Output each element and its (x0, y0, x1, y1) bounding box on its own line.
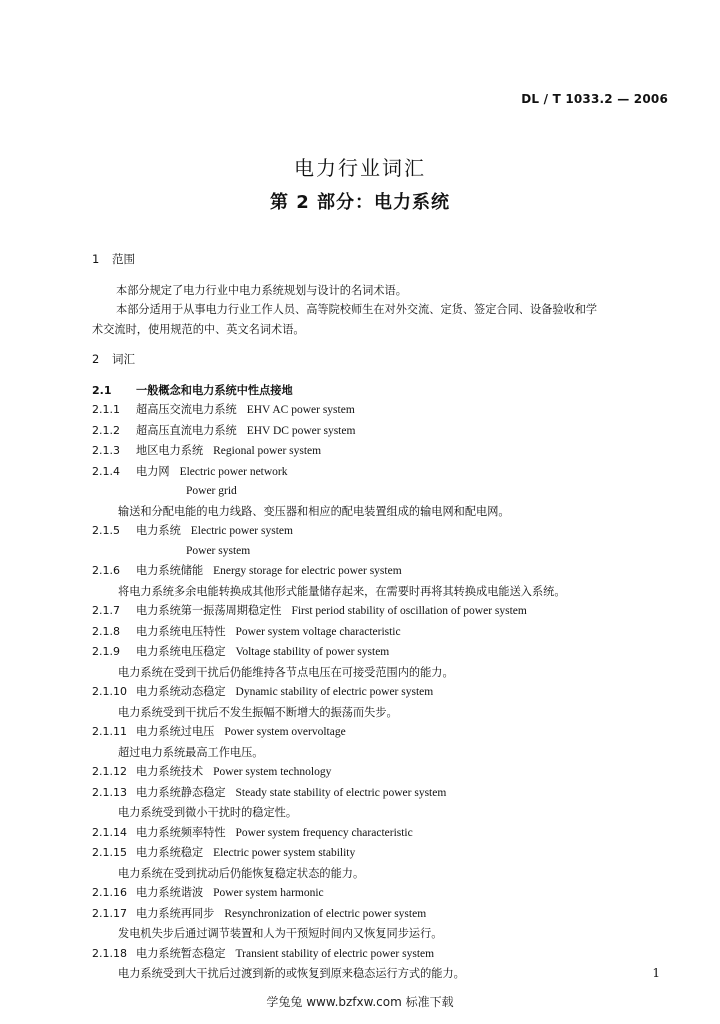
term-entry (92, 642, 682, 663)
term-chinese: 电力系统稳定 (136, 846, 204, 859)
term-chinese: 电力系统再同步 (136, 906, 215, 920)
term-chinese: 电力系统储能 (136, 564, 204, 577)
term-number: 2.1.9 (92, 645, 120, 658)
term-chinese: 电力系统过电压 (136, 725, 215, 738)
subsection-number: 2.1 (92, 383, 112, 397)
term-english: Power system harmonic (213, 887, 324, 899)
term-entry (92, 823, 682, 844)
term-number: 2.1.7 (92, 604, 120, 617)
document-subtitle: 第 2 部分：电力系统 (269, 192, 451, 213)
term-chinese: 电力系统技术 (136, 765, 204, 778)
term-chinese: 电力系统频率特性 (136, 825, 226, 839)
standard-code: DL / T 1033.2 — 2006 (521, 92, 668, 106)
term-chinese: 超高压直流电力系统 (136, 423, 237, 437)
footer-watermark-text: 学兔兔 www.bzfxw.com 标准下载 (266, 995, 454, 1009)
term-definition: 将电力系统多余电能转换成其他形式能量储存起来，在需要时再将其转换成电能送入系统。 (118, 584, 566, 598)
term-entry (92, 441, 682, 462)
term-entry (92, 783, 682, 804)
scope-paragraph-1: 本部分规定了电力行业中电力系统规划与设计的名词术语。 (116, 283, 407, 297)
term-definition: 电力系统受到干扰后不发生振幅不断增大的振荡而失步。 (118, 705, 398, 719)
term-number: 2.1.14 (92, 825, 127, 839)
term-number: 2.1.17 (92, 906, 127, 920)
term-entry (92, 843, 682, 864)
term-chinese: 电力系统暂态稳定 (136, 946, 226, 960)
term-number: 2.1.16 (92, 886, 127, 899)
term-number: 2.1.12 (92, 765, 127, 778)
term-chinese: 电力系统电压特性 (136, 624, 226, 638)
term-number: 2.1.13 (92, 785, 127, 799)
subsection-title: 一般概念和电力系统中性点接地 (136, 382, 293, 397)
term-english: Electric power system stability (213, 847, 356, 859)
term-entry (92, 561, 682, 582)
term-entry (92, 622, 682, 643)
term-definition: 发电机失步后通过调节装置和人为干预短时间内又恢复同步运行。 (118, 927, 443, 940)
section-heading-vocabulary (92, 350, 682, 370)
term-english: Electric power network (179, 465, 288, 478)
term-english: Steady state stability of electric power system (235, 786, 447, 799)
term-english: Power system voltage characteristic (235, 625, 401, 638)
subsection-heading (92, 381, 682, 401)
term-definition: 电力系统在受到干扰后仍能维持各节点电压在可接受范围内的能力。 (118, 665, 454, 679)
term-number: 2.1.10 (92, 685, 127, 698)
scope-paragraph-2: 本部分适用于从事电力行业工作人员、高等院校师生在对外交流、定货、签定合同、设备验收和学 (116, 303, 598, 316)
term-number: 2.1.4 (92, 464, 120, 478)
term-english: Power system technology (213, 766, 332, 778)
term-chinese: 电力系统静态稳定 (136, 785, 226, 799)
section-heading-scope (92, 250, 682, 270)
term-entry (92, 421, 682, 442)
term-english: EHV DC power system (246, 424, 356, 437)
term-entry (92, 601, 682, 622)
term-english: First period stability of oscillation of power system (291, 605, 527, 617)
section-title: 词汇 (112, 352, 135, 366)
term-english: Transient stability of electric power system (235, 947, 435, 960)
term-chinese: 电力网 (136, 464, 170, 478)
section-number: 2 (92, 352, 100, 366)
term-chinese: 电力系统 (136, 524, 181, 537)
term-english: Resynchronization of electric power system (224, 907, 427, 920)
term-entry (92, 944, 682, 965)
term-number: 2.1.6 (92, 564, 120, 577)
term-chinese: 超高压交流电力系统 (136, 403, 237, 416)
term-english: Regional power system (213, 445, 322, 457)
term-definition: 输送和分配电能的电力线路、变压器和相应的配电装置组成的输电网和配电网。 (118, 504, 510, 518)
term-english: Electric power system (190, 525, 293, 537)
term-english: Energy storage for electric power system (213, 565, 402, 577)
term-number: 2.1.8 (92, 624, 120, 638)
term-number: 2.1.15 (92, 846, 127, 859)
term-chinese: 电力系统电压稳定 (136, 645, 226, 658)
term-english: EHV AC power system (246, 404, 355, 416)
term-entry (92, 400, 682, 421)
term-english-alternative: Power system (186, 544, 251, 557)
term-entry (92, 462, 682, 483)
term-chinese: 电力系统第一振荡周期稳定性 (136, 604, 282, 617)
section-number: 1 (92, 252, 100, 266)
term-number: 2.1.11 (92, 725, 127, 738)
term-chinese: 电力系统谐波 (136, 886, 204, 899)
term-entry (92, 904, 682, 925)
term-number: 2.1.3 (92, 444, 120, 457)
term-english: Dynamic stability of electric power system (235, 686, 434, 698)
term-entry (92, 682, 682, 703)
term-chinese: 地区电力系统 (136, 444, 204, 457)
document-title: 电力行业词汇 (294, 156, 426, 180)
scope-paragraph-2-continued: 术交流时，使用规范的中、英文名词术语。 (92, 322, 305, 336)
term-english: Power system overvoltage (224, 726, 346, 738)
term-entry (92, 722, 682, 743)
term-english: Power system frequency characteristic (235, 826, 413, 839)
term-number: 2.1.2 (92, 423, 120, 437)
term-entry (92, 883, 682, 904)
term-english-alternative: Power grid (186, 485, 237, 497)
term-english: Voltage stability of power system (235, 646, 390, 658)
page-number: 1 (652, 966, 660, 980)
term-list (92, 400, 682, 984)
section-title: 范围 (112, 252, 135, 266)
document-body (92, 250, 682, 984)
term-entry (92, 521, 682, 542)
term-definition: 电力系统受到微小干扰时的稳定性。 (118, 806, 298, 819)
term-number: 2.1.18 (92, 946, 127, 960)
term-number: 2.1.5 (92, 524, 120, 537)
term-definition: 电力系统受到大干扰后过渡到新的或恢复到原来稳态运行方式的能力。 (118, 967, 465, 980)
term-number: 2.1.1 (92, 403, 120, 416)
term-definition: 电力系统在受到扰动后仍能恢复稳定状态的能力。 (118, 866, 365, 880)
term-chinese: 电力系统动态稳定 (136, 685, 226, 698)
term-entry (92, 762, 682, 783)
term-definition: 超过电力系统最高工作电压。 (118, 745, 264, 759)
